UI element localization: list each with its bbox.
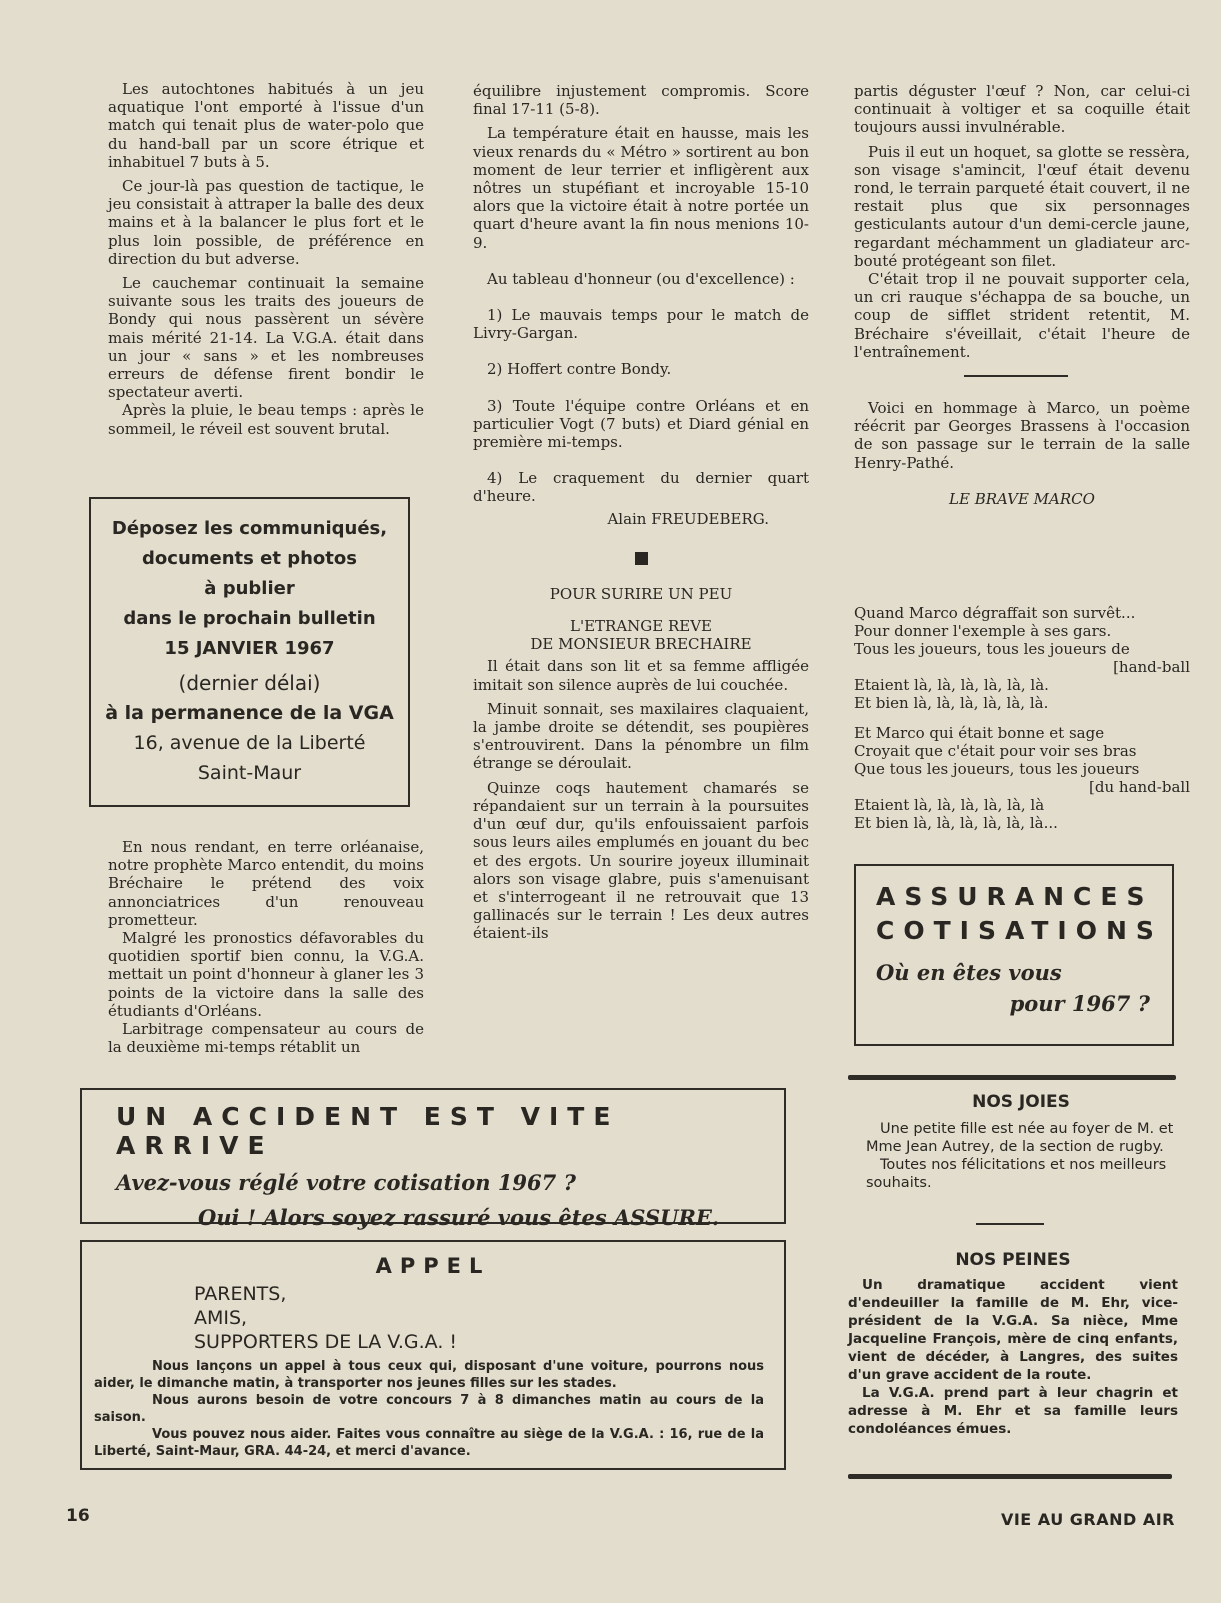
joies-title: NOS JOIES — [972, 1092, 1070, 1112]
poem-line: Quand Marco dégraffait son survêt... — [854, 604, 1136, 622]
joies-paragraph: Toutes nos félicitations et nos meilleurs souhaits. — [866, 1157, 1167, 1191]
poem-line: [du hand-ball — [1089, 778, 1190, 796]
article-paragraph: Malgré les pronostics défavorables du quotidien sportif bien connu, la V.G.A. mettait un point d'honneur à glaner les 3 points de la victoire dans la salle des étudiants d'Orléans. — [108, 929, 424, 1020]
appel-line: SUPPORTERS DE LA V.G.A. ! — [194, 1331, 458, 1353]
section-bullet — [635, 552, 648, 565]
peines-paragraph: La V.G.A. prend part à leur chagrin et adresse à M. Ehr et sa famille leurs condoléances émues. — [848, 1385, 1178, 1437]
article-paragraph: Minuit sonnait, ses maxilaires claquaient, la jambe droite se détendit, ses poupières s'entrouvirent. Dans la pénombre un film étrange se déroulait. — [473, 699, 809, 773]
assurances-question: Où en êtes vous — [876, 960, 1062, 985]
list-item: 3) Toute l'équipe contre Orléans et en particulier Vogt (7 buts) et Diard génial en première mi-temps. — [473, 396, 809, 452]
accident-title: UN ACCIDENT EST VITE ARRIVE — [116, 1102, 620, 1160]
poem-line: Croyait que c'était pour voir ses bras — [854, 742, 1137, 760]
poem-line: Etaient là, là, là, là, là, là. — [854, 676, 1049, 694]
divider — [848, 1075, 1176, 1080]
deposez-line: Déposez les communiqués, — [111, 518, 388, 539]
deposez-line: Saint-Maur — [197, 762, 302, 784]
section-heading: POUR SURIRE UN PEU — [549, 584, 733, 603]
column-1-top — [108, 80, 424, 438]
poem — [854, 604, 1190, 832]
assurances-question: pour 1967 ? — [1009, 991, 1150, 1016]
section-subheading: L'ETRANGE REVE — [569, 617, 713, 636]
column-2 — [473, 82, 809, 943]
joies-section — [866, 1092, 1176, 1192]
accident-line: Avez-vous réglé votre cotisation 1967 ? — [116, 1170, 576, 1195]
accident-box — [80, 1088, 786, 1230]
article-paragraph: équilibre injustement compromis. Score final 17-11 (5-8). — [473, 82, 809, 119]
article-paragraph: Le cauchemar continuait la semaine suivante sous les traits des joueurs de Bondy qui nous passèrent un sévère mais mérité 21-14. La V.G.A. était dans un jour « sans » et les nombreuses erreurs de défense firent bondir le spectateur averti. — [108, 274, 424, 402]
appel-line: PARENTS, — [194, 1283, 287, 1305]
poem-line: Et bien là, là, là, là, là, là. — [854, 694, 1049, 712]
article-paragraph: Il était dans son lit et sa femme affligée imitait son silence auprès de lui couchée. — [473, 657, 809, 694]
article-paragraph: partis déguster l'œuf ? Non, car celui-ci continuait à voltiger et sa coquille était toujours aussi invulnérable. — [854, 82, 1190, 137]
article-paragraph: Larbitrage compensateur au cours de la deuxième mi-temps rétablit un — [108, 1020, 424, 1057]
poem-title: LE BRAVE MARCO — [949, 489, 1095, 508]
list-item: 4) Le craquement du dernier quart d'heure. — [473, 469, 809, 506]
divider — [964, 375, 1068, 377]
deposez-line: dans le prochain bulletin — [123, 608, 376, 629]
list-item: 1) Le mauvais temps pour le match de Livry-Gargan. — [473, 306, 809, 343]
appel-paragraph: Nous aurons besoin de votre concours 7 à 8 dimanches matin au cours de la saison. — [94, 1393, 764, 1425]
article-paragraph: En nous rendant, en terre orléanaise, notre prophète Marco entendit, du moins Bréchaire le prétend des voix annonciatrices d'un renouveau prometteur. — [108, 838, 424, 929]
assurances-box — [854, 864, 1174, 1046]
peines-title: NOS PEINES — [955, 1250, 1071, 1270]
appel-paragraph: Nous lançons un appel à tous ceux qui, disposant d'une voiture, pourrons nous aider, le dimanche matin, à transporter nos jeunes filles sur les stades. — [94, 1359, 764, 1391]
article-paragraph: Les autochtones habitués à un jeu aquatique l'ont emporté à l'issue d'un match qui tenait plus de water-polo que du hand-ball par un score étrique et inhabituel 7 buts à 5. — [108, 80, 424, 171]
deposez-box — [89, 497, 410, 807]
divider — [848, 1474, 1172, 1479]
accident-line: Oui ! Alors soyez rassuré vous êtes ASSURE. — [198, 1205, 720, 1230]
appel-box — [80, 1240, 786, 1470]
article-paragraph: Quinze coqs hautement chamarés se répandaient sur un terrain à la poursuites d'un œuf dur, qu'ils enfouissaient parfois sous leurs ailes emplumés en jouant du bec et des ergots. Un sourire joyeux illuminait alors son visage glabre, puis s'amenuisant et s'interrogeant il ne retrouvait que 13 gallinacés sur le terrain ! Les deux autres étaient-ils — [473, 778, 809, 943]
article-paragraph: Ce jour-là pas question de tactique, le jeu consistait à attraper la balle des deux mains et à la balancer le plus fort et le plus loin possible, de préférence en direction du but adverse. — [108, 177, 424, 268]
column-3 — [854, 82, 1190, 508]
poem-line: Et Marco qui était bonne et sage — [854, 724, 1105, 742]
article-paragraph: Voici en hommage à Marco, un poème réécrit par Georges Brassens à l'occasion de son passage sur le terrain de la salle Henry-Pathé. — [854, 399, 1190, 472]
joies-paragraph: Une petite fille est née au foyer de M. et Mme Jean Autrey, de la section de rugby. — [866, 1121, 1174, 1155]
deposez-line: documents et photos — [142, 548, 357, 569]
deposez-line: (dernier délai) — [178, 671, 321, 695]
poem-line: [hand-ball — [1113, 658, 1190, 676]
magazine-name: VIE AU GRAND AIR — [1000, 1510, 1175, 1529]
deposez-line: 16, avenue de la Liberté — [133, 732, 366, 754]
appel-line: AMIS, — [194, 1307, 248, 1329]
section-subheading: DE MONSIEUR BRECHAIRE — [530, 635, 752, 654]
deposez-line: à publier — [204, 578, 295, 599]
assurances-title: ASSURANCES — [876, 882, 1154, 911]
assurances-title: COTISATIONS — [876, 916, 1163, 945]
list-item: 2) Hoffert contre Bondy. — [487, 360, 672, 379]
article-paragraph: La température était en hausse, mais les vieux renards du « Métro » sortirent au bon moment de leur terrier et infligèrent aux nôtres un stupéfiant et incroyable 15-10 alors que la victoire était à notre portée un quart d'heure avant la fin nous menions 10-9. — [473, 124, 809, 252]
deposez-line: à la permanence de la VGA — [105, 702, 394, 724]
article-paragraph: Au tableau d'honneur (ou d'excellence) : — [487, 269, 795, 288]
poem-line: Et bien là, là, là, là, là, là... — [854, 814, 1058, 832]
page-number: 16 — [66, 1506, 90, 1526]
divider — [976, 1223, 1044, 1225]
deposez-date: 15 JANVIER 1967 — [164, 638, 335, 659]
appel-title: APPEL — [375, 1254, 491, 1278]
article-paragraph: Après la pluie, le beau temps : après le sommeil, le réveil est souvent brutal. — [108, 401, 424, 438]
column-1-bottom — [108, 838, 424, 1056]
poem-line: Tous les joueurs, tous les joueurs de — [854, 640, 1130, 658]
poem-line: Pour donner l'exemple à ses gars. — [854, 622, 1112, 640]
poem-line: Que tous les joueurs, tous les joueurs — [854, 760, 1140, 778]
appel-paragraph: Vous pouvez nous aider. Faites vous connaître au siège de la V.G.A. : 16, rue de la Liberté, Saint-Maur, GRA. 44-24, et merci d'avance. — [94, 1427, 764, 1459]
article-author: Alain FREUDEBERG. — [607, 509, 769, 528]
poem-line: Etaient là, là, là, là, là, là — [854, 796, 1045, 814]
peines-paragraph: Un dramatique accident vient d'endeuiller la famille de M. Ehr, vice-président de la V.G.A. Sa nièce, Mme Jacqueline François, mère de cinq enfants, vient de décéder, à Langres, des suites d'un grave accident de la route. — [848, 1277, 1178, 1383]
peines-section — [848, 1250, 1178, 1438]
article-paragraph: C'était trop il ne pouvait supporter cela, un cri rauque s'échappa de sa bouche, un coup de sifflet strident retentit, M. Bréchaire s'éveillait, c'était l'heure de l'entraînement. — [854, 270, 1190, 361]
article-paragraph: Puis il eut un hoquet, sa glotte se ressèra, son visage s'amincit, l'œuf était devenu rond, le terrain parqueté était couvert, il ne restait plus que six personnages gesticulants autour d'un demi-cercle jaune, regardant méchamment un gladiateur arc-bouté protégeant son filet. — [854, 142, 1190, 270]
